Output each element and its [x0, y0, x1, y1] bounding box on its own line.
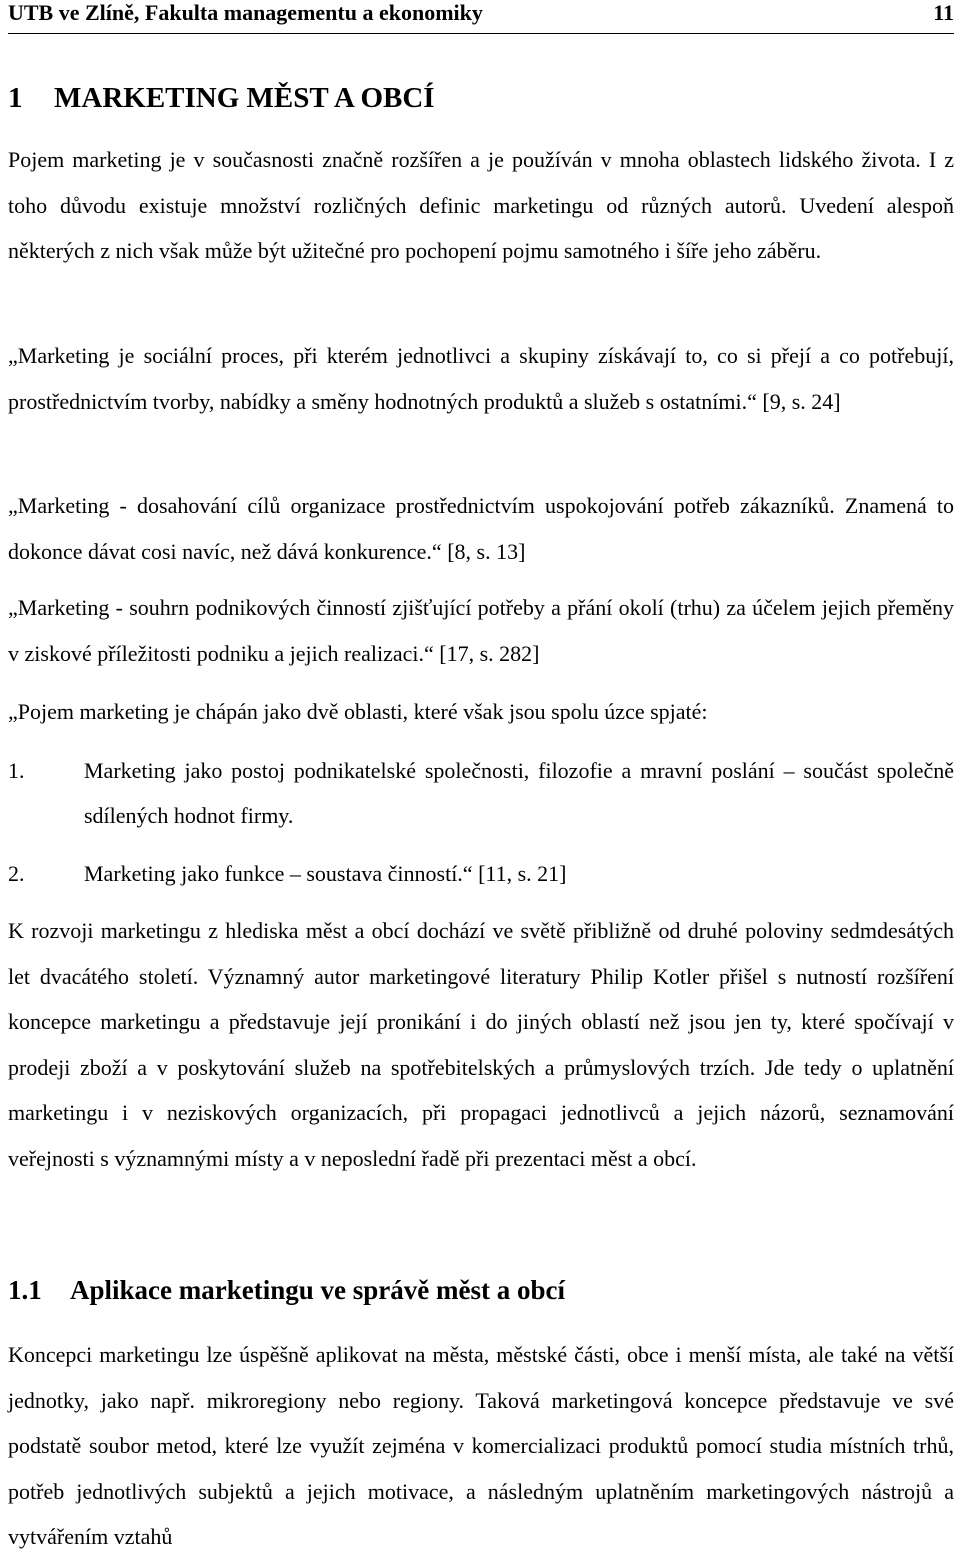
header-title: UTB ve Zlíně, Fakulta managementu a ekonomiky	[8, 0, 483, 25]
paragraph-definition-3: „Marketing - souhrn podnikových činností zjišťující potřeby a přání okolí (trhu) za účelem jejich přeměny v ziskové příležitosti podniku a jejich realizaci.“ [17, s. 282]	[8, 595, 954, 666]
paragraph-development: K rozvoji marketingu z hlediska měst a obcí dochází ve světě přibližně od druhé poloviny sedmdesátých let dvacátého století. Významný autor marketingové literatury Philip Kotler přišel s nutností rozšíření koncepce marketingu a představuje její pronikání i do jiných oblastí než jsou jen ty, které spočívají v prodeji zboží a v poskytování služeb na spotřebitelských a průmyslových trzích. Jde tedy o uplatnění marketingu i v neziskových organizacích, při propagaci jednotlivců a jejich názorů, seznamování veřejnosti s významnými místy a v neposlední řadě při prezentaci měst a obcí.	[8, 918, 954, 1171]
header-page-number: 11	[933, 0, 954, 25]
list-item	[8, 851, 954, 896]
section-title: Aplikace marketingu ve správě měst a obcí	[70, 1275, 565, 1305]
paragraph-definition-1: „Marketing je sociální proces, při kterém jednotlivci a skupiny získávají to, co si přejí a co potřebují, prostřednictvím tvorby, nabídky a směny hodnotných produktů a služeb s ostatními.“ [9, s. 24]	[8, 343, 954, 414]
chapter-heading	[8, 80, 435, 116]
header-rule	[8, 33, 954, 34]
chapter-number: 1	[8, 82, 23, 114]
paragraph-definition-4-intro: „Pojem marketing je chápán jako dvě oblasti, které však jsou spolu úzce spjaté:	[8, 699, 708, 724]
list-item-number: 2.	[8, 861, 25, 886]
list-item-text: Marketing jako postoj podnikatelské společnosti, filozofie a mravní poslání – součást společně sdílených hodnot firmy.	[84, 758, 954, 828]
section-heading	[8, 1272, 565, 1308]
list-item-text: Marketing jako funkce – soustava činností.“ [11, s. 21]	[84, 861, 567, 886]
section-number: 1.1	[8, 1275, 42, 1305]
paragraph-intro: Pojem marketing je v současnosti značně rozšířen a je používán v mnoha oblastech lidského života. I z toho důvodu existuje množství rozličných definic marketingu od různých autorů. Uvedení alespoň některých z nich však může být užitečné pro pochopení pojmu samotného i šíře jeho záběru.	[8, 147, 954, 263]
paragraph-definition-2: „Marketing - dosahování cílů organizace prostřednictvím uspokojování potřeb zákazníků. Znamená to dokonce dávat cosi navíc, než dává konkurence.“ [8, s. 13]	[8, 493, 954, 564]
page-header	[8, 0, 954, 34]
list-item-number: 1.	[8, 758, 25, 783]
paragraph-application: Koncepci marketingu lze úspěšně aplikovat na města, městské části, obce i menší místa, ale také na větší jednotky, jako např. mikroregiony nebo regiony. Taková marketingová koncepce představuje ve své podstatě soubor metod, které lze využít zejména v komercializaci produktů pomocí studia místních trhů, potřeb jednotlivých subjektů a jejich motivace, a následným uplatněním marketingových nástrojů a vytvářením vztahů	[8, 1342, 954, 1549]
chapter-title: MARKETING MĚST A OBCÍ	[54, 82, 435, 114]
list-item	[8, 748, 954, 838]
